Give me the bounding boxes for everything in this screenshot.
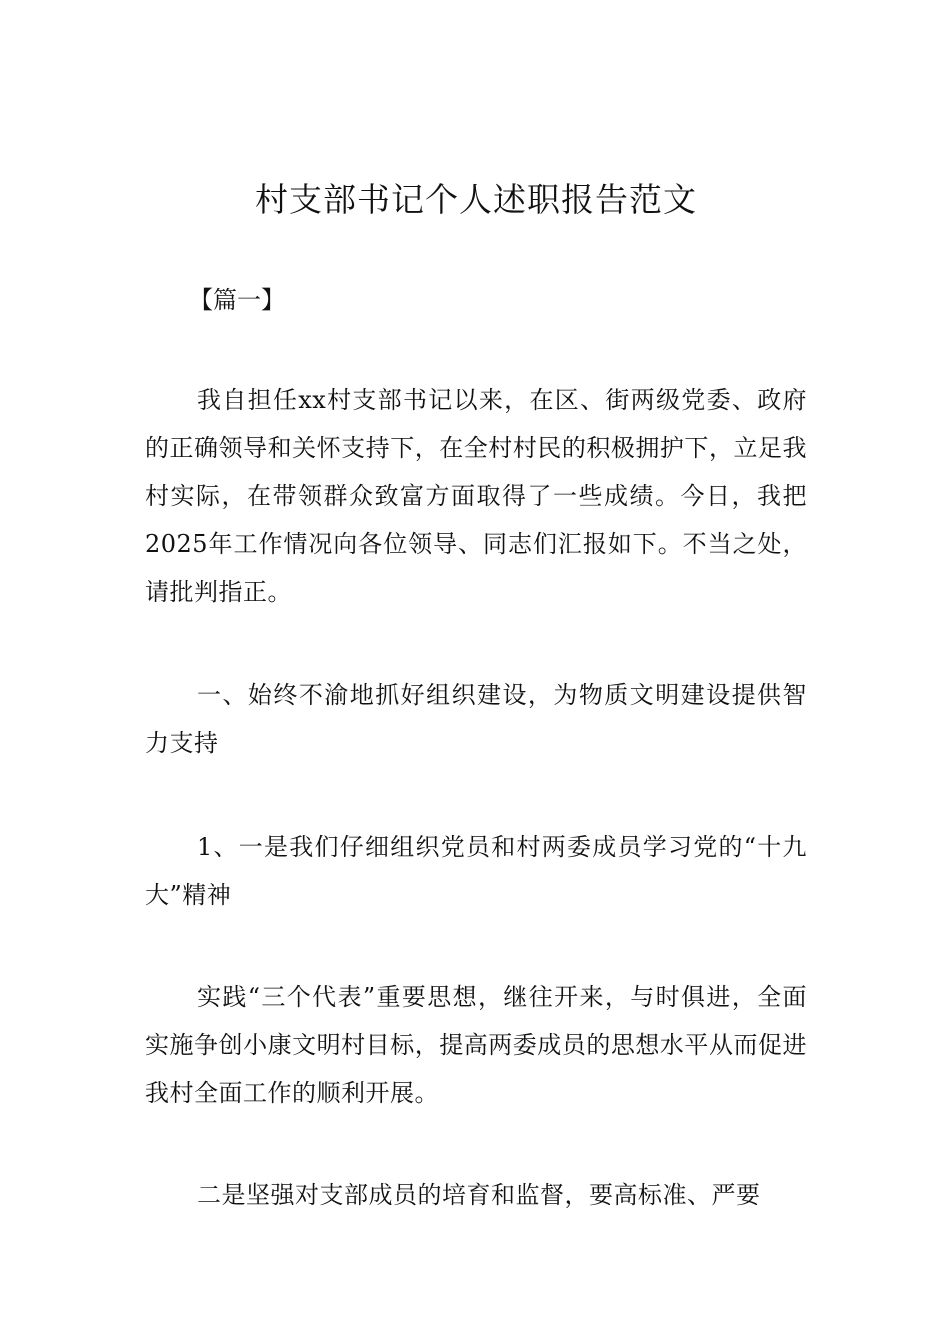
paragraph-practice: 实践“三个代表”重要思想，继往开来，与时俱进，全面实施争创小康文明村目标，提高两委成员的思想水平从而促进我村全面工作的顺利开展。 bbox=[145, 983, 807, 1107]
section-label: 【篇一】 bbox=[189, 286, 285, 314]
paragraph-item-one: 1、一是我们仔细组织党员和村两委成员学习党的“十九大”精神 bbox=[145, 833, 807, 909]
paragraph-heading-one: 一、始终不渝地抓好组织建设，为物质文明建设提供智力支持 bbox=[145, 681, 807, 757]
paragraph-item-two: 二是坚强对支部成员的培育和监督，要高标准、严要 bbox=[197, 1181, 761, 1209]
document-title: 村支部书记个人述职报告范文 bbox=[255, 180, 697, 219]
paragraph-intro: 我自担任xx村支部书记以来，在区、街两级党委、政府的正确领导和关怀支持下，在全村村民的积极拥护下，立足我村实际，在带领群众致富方面取得了一些成绩。今日，我把2025年工作情况向各位领导、同志们汇报如下。不当之处，请批判指正。 bbox=[145, 386, 807, 606]
